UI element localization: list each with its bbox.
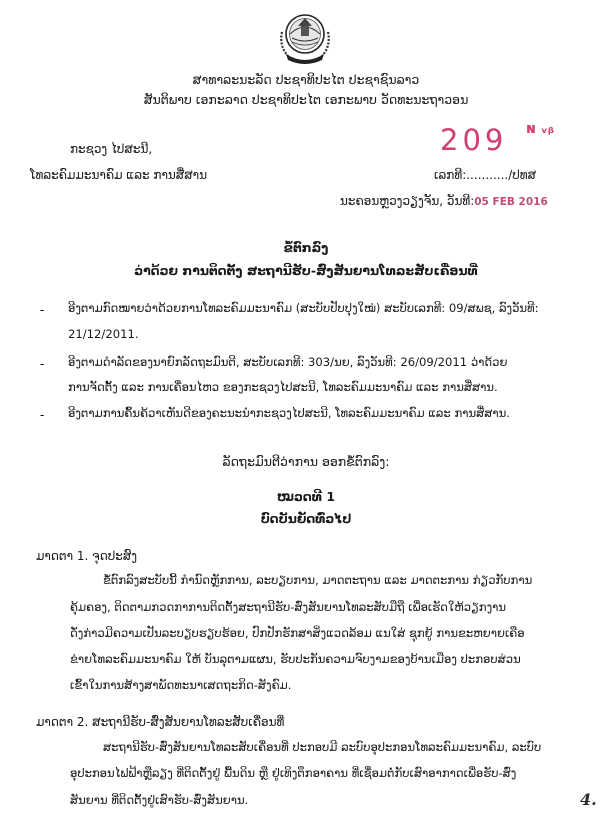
bullet-dash: - (40, 303, 45, 317)
handwritten-page-number: 4. (580, 790, 597, 809)
article-2-line-3: ສັນຍານ ທີ່ຕິດຕັ້ງຢູ່ເສົາຮັບ-ສົ່ງສັນຍານ. (70, 793, 249, 807)
national-motto: ສັນຕິພາບ ເອກະລາດ ປະຊາທິປະໄຕ ເອກະພາບ ວັດທະນະຖາວອນ (143, 92, 469, 107)
chapter-title: ບົດບັນຍັດທົ່ວໄປ (260, 511, 352, 526)
national-emblem-icon (276, 12, 334, 66)
chapter-number: ໝວດທີ 1 (276, 489, 336, 504)
article-2-line-1: ສະຖານີຮັບ-ສົ່ງສັນຍານໂທລະສັບເຄື່ອນທີ່ ປະກອບມີ ລະບົບອຸປະກອນໂທລະຄົມມະນາຄົມ, ລະບົບ (103, 740, 542, 754)
reference-number-stamp: 209 (440, 123, 508, 157)
bullet-dash: - (40, 357, 45, 371)
issuer-ministry: ກະຊວງ ໄປສະນີ, (70, 142, 153, 156)
preamble-item-2-line-2: ການຈັດຕັ້ງ ແລະ ການເຄື່ອນໄຫວ ຂອງກະຊວງໄປສະນີ, ໂທລະຄົມມະນາຄົມ ແລະ ການສື່ສານ. (68, 380, 498, 394)
date-stamp: 05 FEB 2016 (474, 196, 548, 208)
preamble-item-1-line-2: 21/12/2011. (68, 327, 139, 341)
article-1-line-4: ຂ່າຍໂທລະຄົມມະນາຄົມ ໃຫ້ ບັນລຸຕາມແຜນ, ຮັບປະກັນຄວາມຈົບງາມຂອງບ້ານເມືອງ ປະກອບສ່ວນ (70, 652, 521, 666)
preamble-item-2-line-1: ອີງຕາມດຳລັດຂອງນາຍົກລັດຖະມົນຕີ, ສະບັບເລກທີ: 303/ນຍ, ລົງວັນທີ: 26/09/2011 ວ່າດ້ວຍ (68, 355, 508, 369)
article-2-line-2: ອຸປະກອນໄຟຟ້າຫຼືລຽງ ທີ່ຕິດຕັ້ງຢູ່ ພື້ນດິນ ຫຼື ຢູ່ເທິງຕຶກອາຄານ ທີ່ເຊື່ອມຕໍ່ກັບເສົາອາກາດເພື່ອຮັບ-ສົ່ງ (70, 766, 517, 780)
preamble-item-1-line-1: ອີງຕາມກົດໝາຍວ່າດ້ວຍການໂທລະຄົມມະນາຄົມ (ສະບັບປັບປຸງໃໝ່) ສະບັບເລກທີ: 09/ສພຊ, ລົງວັນທີ: (68, 301, 539, 315)
article-1-line-1: ຂໍ້ຕົກລົງສະບັບນີ້ ກຳນົດຫຼັກການ, ລະບຽບການ, ມາດຕະຖານ ແລະ ມາດຕະການ ກ່ຽວກັບການ (103, 573, 533, 587)
place-date-line (340, 195, 548, 208)
article-2-heading: ມາດຕາ 2. ສະຖານີຮັບ-ສົ່ງສັນຍານໂທລະສັບເຄື່ອນທີ່ (36, 715, 285, 729)
article-1-heading: ມາດຕາ 1. ຈຸດປະສົງ (36, 549, 138, 563)
country-name: ສາທາລະນະລັດ ປະຊາທິປະໄຕ ປະຊາຊົນລາວ (192, 72, 420, 87)
place-date-label: ນະຄອນຫຼວງວຽງຈັນ, ວັນທີ: (340, 194, 475, 208)
document-subject: ວ່າດ້ວຍ ການຕິດຕັ້ງ ສະຖານີຮັບ-ສົ່ງສັນຍານໂທລະສັບເຄື່ອນທີ່ (134, 263, 478, 278)
document-type: ຂໍ້ຕົກລົງ (283, 240, 329, 255)
bullet-dash: - (40, 408, 45, 422)
issuer-department: ໂທລະຄົມມະນາຄົມ ແລະ ການສື່ສານ (30, 168, 208, 182)
reference-mark-stamp: ɴ ᵥᵦ (526, 121, 555, 137)
reference-number-label: ເລກທີ:.........../ປທສ (434, 168, 537, 182)
decree-line: ລັດຖະມົນຕີວ່າການ ອອກຂໍ້ຕົກລົງ: (222, 454, 390, 469)
article-1-line-2: ຄຸ້ມຄອງ, ຕິດຕາມກວດກາການຕິດຕັ້ງສະຖານີຮັບ-ສົ່ງສັນຍານໂທລະສັບມືຖື ເພື່ອເຮັດໃຫ້ວຽກງານ (70, 600, 507, 614)
article-1-line-3: ດັ່ງກ່າວມີຄວາມເປັນລະບຽບຮຽບຮ້ອຍ, ປົກປັກຮັກສາສິ່ງແວດລ້ອມ ແນໃສ່ ຊຸກຍູ້ ການຂະຫຍາຍເຄືອ (70, 626, 525, 640)
preamble-item-3-line-1: ອີງຕາມການຄົ້ນຄ້ວາເຫັນດີຂອງຄະນະນຳກະຊວງໄປສະນີ, ໂທລະຄົມມະນາຄົມ ແລະ ການສື່ສານ. (68, 406, 510, 420)
article-1-line-5: ເຂົ້າໃນການສ້າງສາພັດທະນາເສດຖະກິດ-ສັງຄົມ. (70, 678, 292, 692)
